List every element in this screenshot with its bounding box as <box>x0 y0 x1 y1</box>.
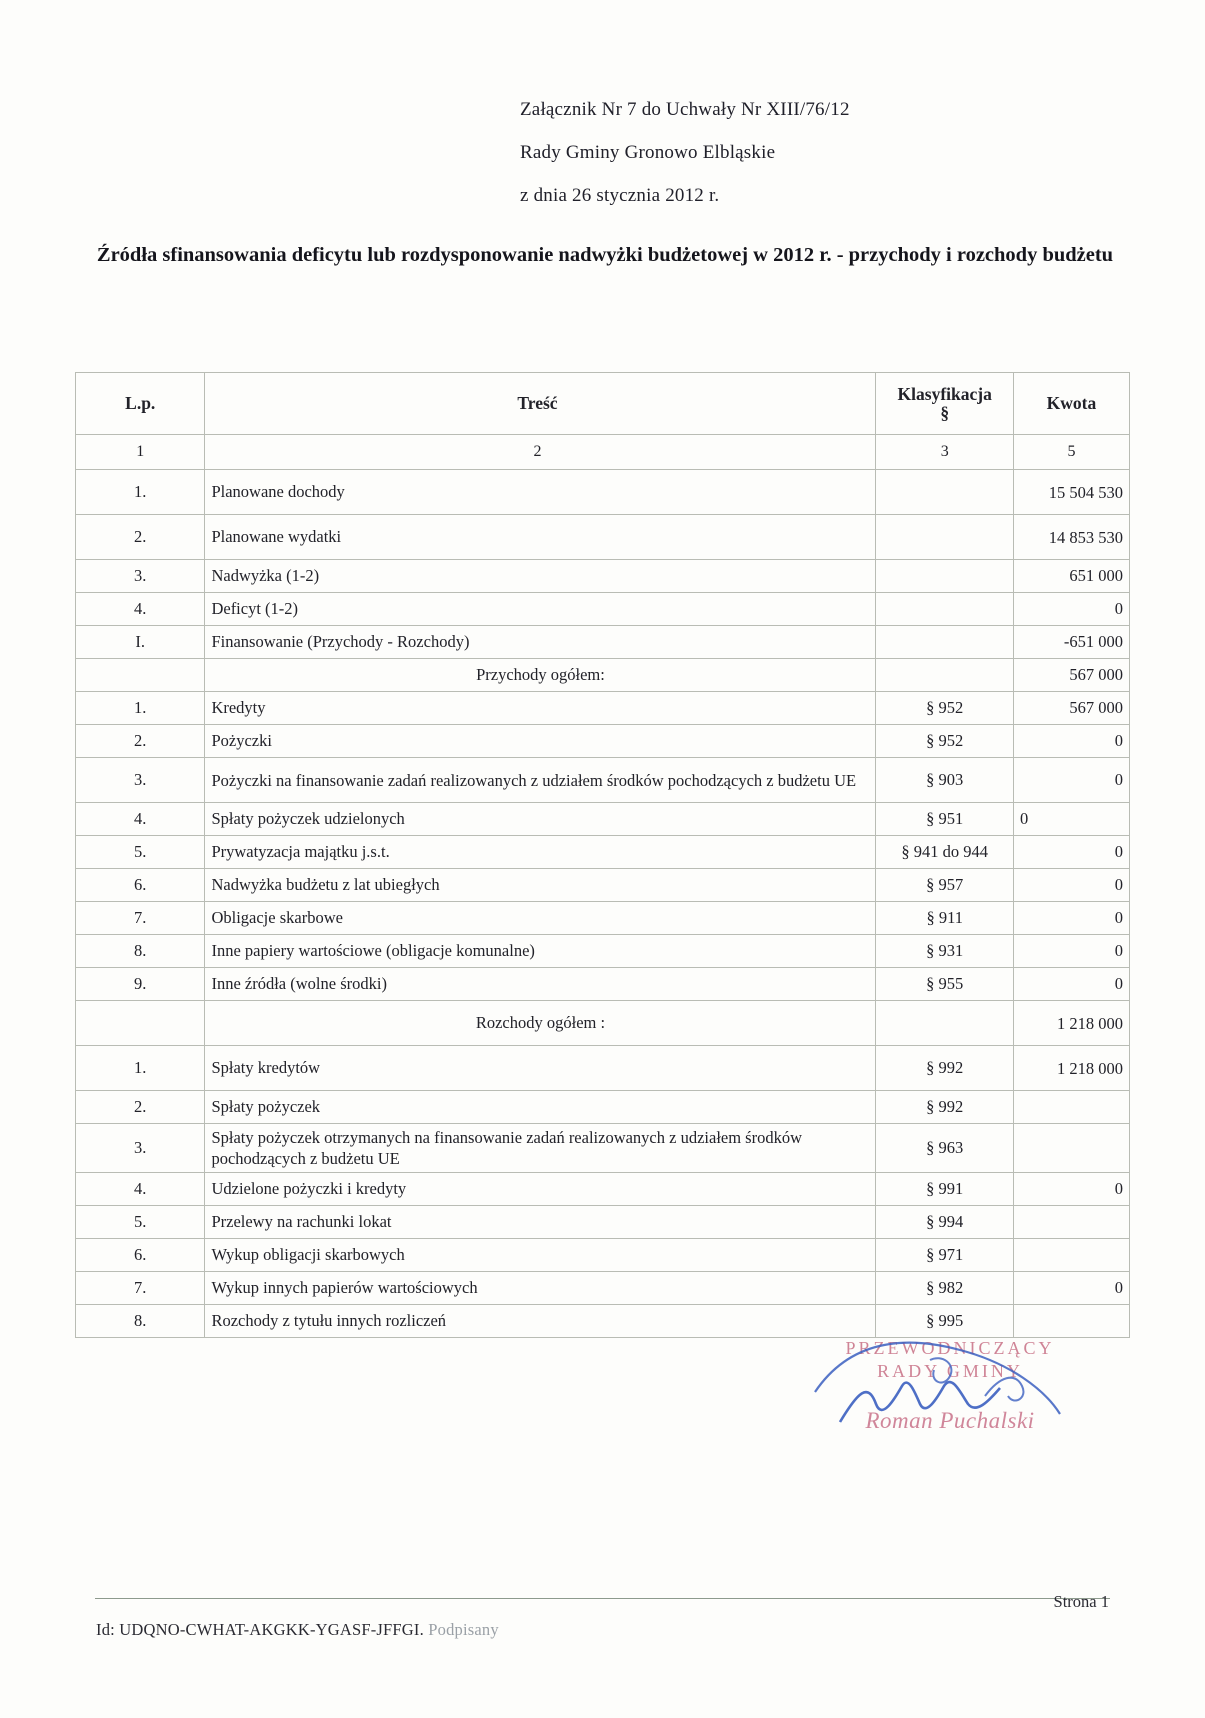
rozchody-header: Rozchody ogółem : <box>205 1001 876 1046</box>
col-number-klasyfikacja: 3 <box>876 435 1013 470</box>
row-kwota: 0 <box>1013 1272 1129 1305</box>
table-header-row <box>76 373 1130 435</box>
table-row <box>76 692 1130 725</box>
footer-id-text: Id: UDQNO-CWHAT-AKGKK-YGASF-JFFGI. <box>96 1620 424 1639</box>
table-row <box>76 1239 1130 1272</box>
col-number-kwota: 5 <box>1013 435 1129 470</box>
row-kwota: 0 <box>1013 836 1129 869</box>
row-lp: 3. <box>76 560 205 593</box>
row-klasyfikacja <box>876 593 1013 626</box>
row-kwota: 0 <box>1013 803 1129 836</box>
page-title: Źródła sfinansowania deficytu lub rozdysponowanie nadwyżki budżetowej w 2012 r. - przychody i rozchody budżetu <box>96 244 1114 266</box>
row-klasyfikacja <box>876 626 1013 659</box>
row-tresc: Inne źródła (wolne środki) <box>205 968 876 1001</box>
row-lp: 3. <box>76 1124 205 1173</box>
row-kwota: 14 853 530 <box>1013 515 1129 560</box>
row-klasyfikacja: § 992 <box>876 1091 1013 1124</box>
row-lp: 2. <box>76 515 205 560</box>
table-row <box>76 1173 1130 1206</box>
row-kwota: 0 <box>1013 869 1129 902</box>
row-tresc: Planowane wydatki <box>205 515 876 560</box>
row-tresc: Spłaty kredytów <box>205 1046 876 1091</box>
przychody-section-row <box>76 659 1130 692</box>
row-kwota: 0 <box>1013 593 1129 626</box>
table-row <box>76 1272 1130 1305</box>
row-kwota: 567 000 <box>1013 692 1129 725</box>
table-row <box>76 515 1130 560</box>
row-kwota: 1 218 000 <box>1013 1046 1129 1091</box>
row-lp: 4. <box>76 1173 205 1206</box>
table-head <box>76 373 1130 470</box>
row-tresc: Finansowanie (Przychody - Rozchody) <box>205 626 876 659</box>
footer-divider <box>95 1598 1110 1599</box>
signature-name: Roman Puchalski <box>865 1408 1035 1433</box>
table-row <box>76 470 1130 515</box>
footer-page-number: Strona 1 <box>1053 1592 1109 1611</box>
col-header-klasyfikacja <box>876 373 1013 435</box>
row-lp: 5. <box>76 836 205 869</box>
row-tresc: Kredyty <box>205 692 876 725</box>
rozchody-section-row <box>76 1001 1130 1046</box>
table-row <box>76 1091 1130 1124</box>
row-lp: 1. <box>76 1046 205 1091</box>
row-kwota <box>1013 1305 1129 1338</box>
row-tresc: Pożyczki na finansowanie zadań realizowanych z udziałem środków pochodzących z budżetu UE <box>205 758 876 803</box>
row-kwota: 0 <box>1013 935 1129 968</box>
row-kwota: 0 <box>1013 968 1129 1001</box>
col-number-lp: 1 <box>76 435 205 470</box>
row-tresc: Wykup obligacji skarbowych <box>205 1239 876 1272</box>
col-header-klasyfikacja-main: Klasyfikacja <box>897 383 992 404</box>
table-row <box>76 560 1130 593</box>
row-lp: 1. <box>76 470 205 515</box>
budget-table <box>75 372 1130 1338</box>
row-klasyfikacja: § 982 <box>876 1272 1013 1305</box>
table-row <box>76 1305 1130 1338</box>
table-body <box>76 470 1130 1338</box>
row-lp: 4. <box>76 593 205 626</box>
signature-title-line1: PRZEWODNICZĄCY <box>845 1338 1055 1358</box>
row-klasyfikacja <box>876 560 1013 593</box>
row-klasyfikacja: § 963 <box>876 1124 1013 1173</box>
col-header-lp: L.p. <box>76 373 205 435</box>
przychody-header: Przychody ogółem: <box>205 659 876 692</box>
table-row <box>76 626 1130 659</box>
row-lp: 1. <box>76 692 205 725</box>
row-tresc: Nadwyżka budżetu z lat ubiegłych <box>205 869 876 902</box>
przychody-lp <box>76 659 205 692</box>
signature-title-line2: RADY GMINY <box>877 1361 1023 1381</box>
row-lp: 8. <box>76 1305 205 1338</box>
row-klasyfikacja: § 995 <box>876 1305 1013 1338</box>
table-row <box>76 902 1130 935</box>
row-lp: I. <box>76 626 205 659</box>
row-lp: 7. <box>76 1272 205 1305</box>
header-line-2: Rady Gminy Gronowo Elbląskie <box>520 142 776 163</box>
row-kwota <box>1013 1124 1129 1173</box>
footer-document-id <box>96 1620 499 1640</box>
row-kwota: -651 000 <box>1013 626 1129 659</box>
row-tresc: Planowane dochody <box>205 470 876 515</box>
row-klasyfikacja: § 952 <box>876 692 1013 725</box>
row-tresc: Pożyczki <box>205 725 876 758</box>
row-kwota: 0 <box>1013 902 1129 935</box>
table-row <box>76 803 1130 836</box>
row-tresc: Spłaty pożyczek otrzymanych na finansowanie zadań realizowanych z udziałem środków pochodzących z budżetu UE <box>205 1124 876 1173</box>
row-kwota: 0 <box>1013 758 1129 803</box>
header-line-3: z dnia 26 stycznia 2012 r. <box>520 185 720 206</box>
row-tresc: Udzielone pożyczki i kredyty <box>205 1173 876 1206</box>
row-kwota <box>1013 1091 1129 1124</box>
row-klasyfikacja: § 931 <box>876 935 1013 968</box>
row-lp: 2. <box>76 725 205 758</box>
header-line-1: Załącznik Nr 7 do Uchwały Nr XIII/76/12 <box>520 99 850 120</box>
row-kwota: 651 000 <box>1013 560 1129 593</box>
row-klasyfikacja: § 971 <box>876 1239 1013 1272</box>
row-tresc: Przelewy na rachunki lokat <box>205 1206 876 1239</box>
przychody-klasyfikacja <box>876 659 1013 692</box>
row-klasyfikacja <box>876 515 1013 560</box>
row-tresc: Obligacje skarbowe <box>205 902 876 935</box>
table-row <box>76 935 1130 968</box>
table-column-number-row <box>76 435 1130 470</box>
row-tresc: Inne papiery wartościowe (obligacje komunalne) <box>205 935 876 968</box>
row-klasyfikacja: § 951 <box>876 803 1013 836</box>
table-row <box>76 836 1130 869</box>
col-number-tresc: 2 <box>205 435 876 470</box>
row-lp: 7. <box>76 902 205 935</box>
row-tresc: Spłaty pożyczek udzielonych <box>205 803 876 836</box>
rozchody-kwota: 1 218 000 <box>1013 1001 1129 1046</box>
row-lp: 3. <box>76 758 205 803</box>
row-klasyfikacja: § 903 <box>876 758 1013 803</box>
table-row <box>76 1046 1130 1091</box>
row-tresc: Prywatyzacja majątku j.s.t. <box>205 836 876 869</box>
row-klasyfikacja: § 991 <box>876 1173 1013 1206</box>
table-row <box>76 869 1130 902</box>
row-klasyfikacja: § 994 <box>876 1206 1013 1239</box>
rozchody-klasyfikacja <box>876 1001 1013 1046</box>
table-row <box>76 758 1130 803</box>
row-lp: 5. <box>76 1206 205 1239</box>
table-row <box>76 1206 1130 1239</box>
row-lp: 4. <box>76 803 205 836</box>
row-klasyfikacja: § 992 <box>876 1046 1013 1091</box>
row-lp: 9. <box>76 968 205 1001</box>
przychody-kwota: 567 000 <box>1013 659 1129 692</box>
row-kwota: 15 504 530 <box>1013 470 1129 515</box>
col-header-tresc: Treść <box>205 373 876 435</box>
row-lp: 6. <box>76 869 205 902</box>
row-klasyfikacja: § 952 <box>876 725 1013 758</box>
budget-table-wrapper <box>75 372 1130 1338</box>
document-header <box>520 88 1120 217</box>
row-klasyfikacja: § 957 <box>876 869 1013 902</box>
row-lp: 6. <box>76 1239 205 1272</box>
row-klasyfikacja: § 955 <box>876 968 1013 1001</box>
signature-block <box>800 1338 1100 1434</box>
table-row <box>76 968 1130 1001</box>
row-klasyfikacja: § 911 <box>876 902 1013 935</box>
col-header-klasyfikacja-symbol: § <box>940 402 950 423</box>
row-kwota: 0 <box>1013 725 1129 758</box>
table-row <box>76 725 1130 758</box>
row-tresc: Spłaty pożyczek <box>205 1091 876 1124</box>
row-tresc: Wykup innych papierów wartościowych <box>205 1272 876 1305</box>
row-klasyfikacja: § 941 do 944 <box>876 836 1013 869</box>
row-tresc: Rozchody z tytułu innych rozliczeń <box>205 1305 876 1338</box>
row-tresc: Nadwyżka (1-2) <box>205 560 876 593</box>
row-kwota: 0 <box>1013 1173 1129 1206</box>
row-kwota <box>1013 1239 1129 1272</box>
col-header-kwota: Kwota <box>1013 373 1129 435</box>
table-row <box>76 1124 1130 1173</box>
table-row <box>76 593 1130 626</box>
footer-id-status: Podpisany <box>428 1620 499 1639</box>
rozchody-lp <box>76 1001 205 1046</box>
row-lp: 2. <box>76 1091 205 1124</box>
row-kwota <box>1013 1206 1129 1239</box>
row-klasyfikacja <box>876 470 1013 515</box>
row-tresc: Deficyt (1-2) <box>205 593 876 626</box>
row-lp: 8. <box>76 935 205 968</box>
